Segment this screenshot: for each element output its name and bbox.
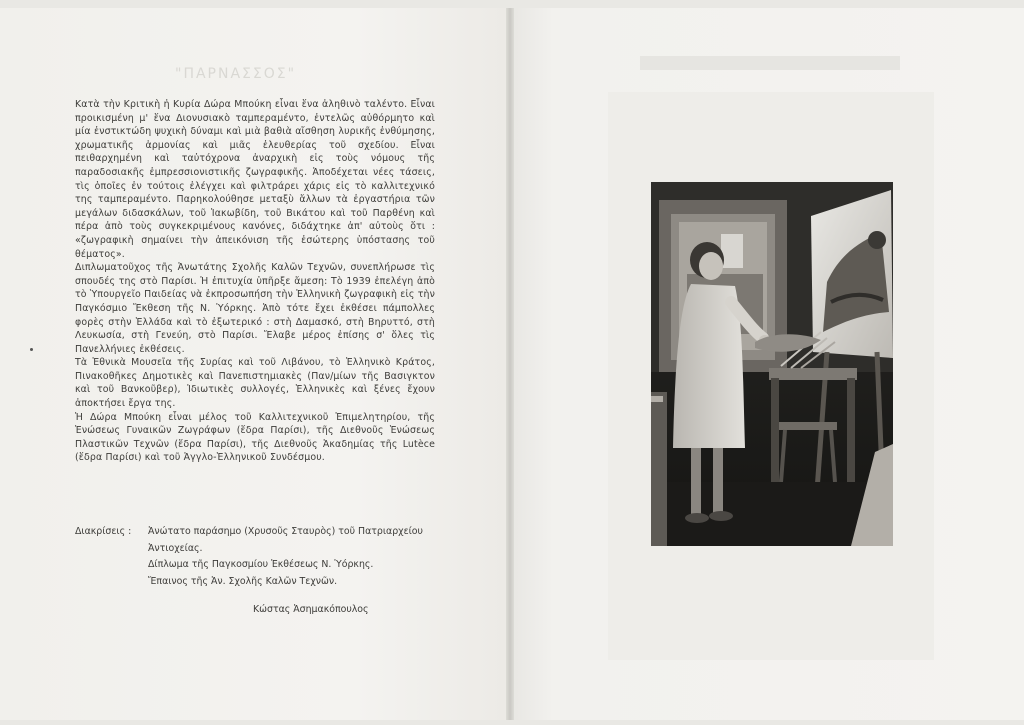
- paragraph-studies: Διπλωματοῦχος τῆς Ἀνωτάτης Σχολῆς Καλῶν Τεχνῶν, συνεπλήρωσε τὶς σπουδές της στὸ Παρίσι. Ἡ ἐπιτυχία ὑπῆρξε ἄμεση: Τὸ 1939 ἐπελέγη ἀπὸ τὸ Ὑπουργεῖο Παιδείας νὰ ἐκπροσωπήση τὴν Ἑλληνικὴ ζωγραφικὴ εἰς τὴν Παγκόσμιο Ἔκθεση τῆς Ν. Ὑόρκης. Ἀπὸ τότε ἔχει ἐκθέσει πάμπολλες φορὲς στὴν Ἑλλάδα καὶ τὸ ἐξωτερικό : στὴ Δαμασκό, στὴ Βηρυττό, στὴ Λευκωσία, στὴ Γενεύη, στὸ Παρίσι. Ἔλαβε μέρος ἐπίσης σ' ὅλες τὶς Πανελλήνιες ἐκθέσεις.: [75, 262, 435, 355]
- author-signature: Κώστας Ἀσημακόπουλος: [253, 604, 369, 615]
- page-gutter: [506, 8, 514, 720]
- margin-mark: [30, 348, 33, 351]
- photo-painter-at-easel-icon: [651, 182, 893, 546]
- award-item: Δίπλωμα τῆς Παγκοσμίου Ἐκθέσεως Ν. Ὑόρκης.: [148, 559, 374, 570]
- paragraph-collections: Τὰ Ἐθνικὰ Μουσεῖα τῆς Συρίας καὶ τοῦ Λιβάνου, τὸ Ἑλληνικὸ Κράτος, Πινακοθῆκες Δημοτικὲς καὶ Πανεπιστημιακὲς (Παν/μίων τῆς Βασιγκτον καὶ τοῦ Βανκοῦβερ), Ἰδιωτικὲς συλλογές, Ἑλληνικὲς καὶ ξένες ἔχουν ἀποκτήσει ἔργα της.: [75, 357, 435, 410]
- awards-list: [148, 524, 435, 590]
- award-item: Ἔπαινος τῆς Ἀν. Σχολῆς Καλῶν Τεχνῶν.: [148, 575, 338, 587]
- awards-label: Διακρίσεις :: [75, 526, 132, 537]
- biography-text: [75, 98, 435, 465]
- paragraph-memberships: Ἡ Δώρα Μπούκη εἶναι μέλος τοῦ Καλλιτεχνικοῦ Ἐπιμελητηρίου, τῆς Ἑνώσεως Γυναικῶν Ζωγράφων (ἕδρα Παρίσι), τῆς Διεθνοῦς Ἑνώσεως Πλαστικῶν Τεχνῶν (ἕδρα Παρίσι), τῆς Διεθνοῦς Ἀκαδημίας τῆς Lutèce (ἕδρα Παρίσι) καὶ τοῦ Ἀγγλο-Ἑλληνικοῦ Συνδέσμου.: [75, 411, 435, 464]
- awards-section: [75, 524, 435, 590]
- award-item: Ἀνώτατο παράσημο (Χρυσοῦς Σταυρὸς) τοῦ Πατριαρχείου Ἀντιοχείας.: [148, 526, 423, 554]
- show-through-caption: [640, 56, 900, 70]
- painter-photo: [651, 182, 893, 546]
- paragraph-critique: Κατὰ τὴν Κριτικὴ ἡ Κυρία Δώρα Μπούκη εἶναι ἕνα ἀληθινὸ ταλέντο. Εἶναι προικισμένη μ' ἕνα Διονυσιακὸ ταμπεραμέντο, ἐντελῶς αὐθόρμητο καὶ μία ἐνστικτώδη ψυχικὴ δύναμι καὶ μιὰ βαθιὰ αἴσθηση λυρικῆς ἐνθύμησης, χρωματικῆς ἁρμονίας καὶ μιᾶς ἐλευθερίας τοῦ σχεδίου. Εἶναι πειθαρχημένη καὶ ταὐτόχρονα ἀναρχικὴ εἰς τοὺς νόμους τῆς παραδοσιακῆς ἐμπρεσσιονιστικῆς ζωγραφικῆς. Ἀποδέχεται νέες τάσεις, τὶς ὁποῖες ἐν τούτοις ἐλέγχει καὶ φιλτράρει χάρις εἰς τὸ καλλιτεχνικό της ταμπεραμέντο. Παρηκολούθησε μεταξὺ ἄλλων τὰ ἐργαστήρια τῶν μεγάλων διδασκάλων, τοῦ Ἰακωβίδη, τοῦ Βικάτου καὶ τοῦ Παρθένη καὶ πέρα ἀπὸ τοὺς συγκεκριμένους κανόνες, διδάχτηκε ἀπ' αὐτοὺς ὅτι : «ζωγραφικὴ σημαίνει τὴν ἀπεικόνιση τῆς ἐσώτερης ὑπόστασης τοῦ θέματος».: [75, 99, 435, 260]
- awards-row: [75, 524, 435, 590]
- show-through-header: "ΠΑΡΝΑΣΣΟΣ": [175, 66, 297, 82]
